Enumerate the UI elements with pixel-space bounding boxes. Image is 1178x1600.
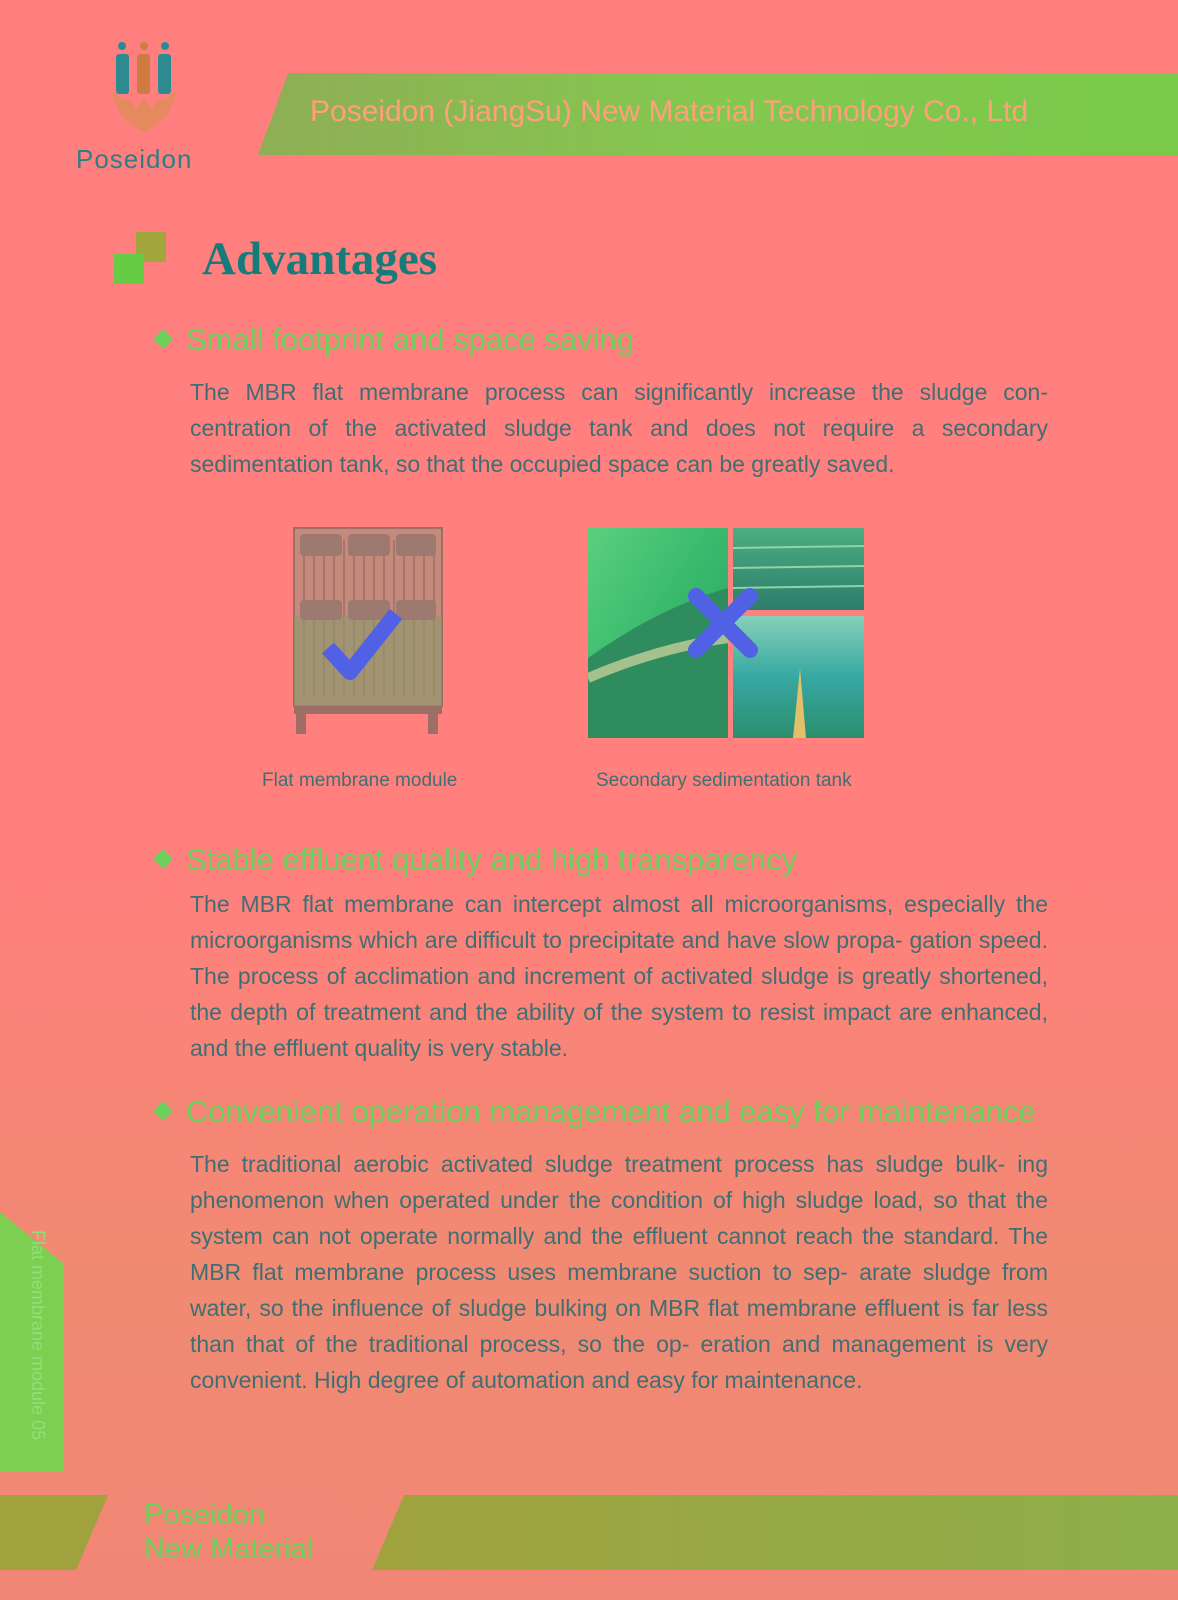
advantage-heading [156, 1094, 1036, 1130]
diamond-bullet-icon [153, 849, 173, 869]
side-tab [0, 1212, 64, 1472]
flat-membrane-module-image [282, 520, 452, 736]
figure-caption: Secondary sedimentation tank [596, 770, 852, 791]
company-logo [70, 40, 215, 175]
advantage-heading [156, 322, 634, 358]
advantage-text: The traditional aerobic activated sludge treatment process has sludge bulk- ing phenomenon when operated under the condition of high sludge load, so that the system can not operate normally and the effluent cannot reach the standard. The MBR flat membrane process uses membrane suction to sep- arate sludge from water, so the influence of sludge bulking on MBR flat membrane effluent is far less than that of the traditional process, so the op- eration and management is very convenient. High degree of automation and easy for maintenance. [190, 1151, 1048, 1393]
advantage-heading-text: Stable effluent quality and high transparency [186, 842, 798, 877]
figure-caption: Flat membrane module [262, 770, 458, 791]
side-tab-label: Flat membrane module 05 [28, 1230, 48, 1441]
advantage-heading [156, 842, 797, 878]
advantage-heading-text: Small footprint and space saving [186, 322, 635, 357]
footer-brand-line1: Poseidon [144, 1499, 265, 1531]
trident-logo-icon [104, 40, 184, 144]
title-squares-icon [114, 232, 170, 286]
check-mark-icon [322, 606, 402, 686]
footer-brand-line2: New Material [144, 1533, 314, 1565]
footer-banner [0, 1495, 1178, 1570]
diamond-bullet-icon [153, 329, 173, 349]
advantage-text: The MBR flat membrane can intercept almost all microorganisms, especially the microorganisms which are difficult to precipitate and have slow propa- gation speed. The process of acclimation and increment of activated sludge is greatly shortened, the depth of treatment and the ability of the system to resist impact are enhanced, and the effluent quality is very stable. [190, 891, 1048, 1061]
section-title: Advantages [202, 233, 438, 285]
header-banner [258, 73, 1178, 155]
diamond-bullet-icon [153, 1101, 173, 1121]
advantage-text: The MBR flat membrane process can significantly increase the sludge con- centration of the activated sludge tank and does not require a secondary sedimentation tank, so that the occupied space can be greatly saved. [190, 379, 1048, 477]
cross-mark-icon [688, 588, 758, 658]
secondary-sedimentation-tank-image [588, 528, 864, 738]
company-name: Poseidon (JiangSu) New Material Technology Co., Ltd [310, 95, 1029, 128]
advantage-heading-text: Convenient operation management and easy for maintenance [186, 1094, 1036, 1129]
logo-text: Poseidon [76, 144, 193, 174]
